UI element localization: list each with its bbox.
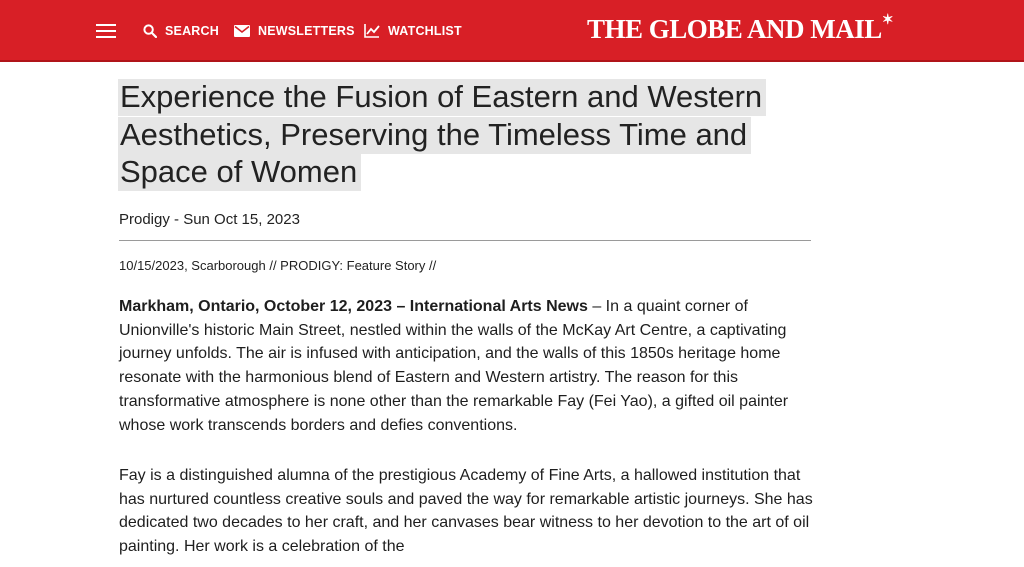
watchlist-label: WATCHLIST [388,24,462,38]
paragraph-body: – In a quaint corner of Unionville's historic Main Street, nestled within the walls of the McKay Art Centre, a captivating journey unfolds. The air is infused with anticipation, and the walls of this 1850s heritage home resonate with the harmonious blend of Eastern and Western artistry. The reason for this transformative atmosphere is none other than the remarkable Fay (Fei Yao), a gifted oil painter whose work transcends borders and defies conventions. [119,298,789,434]
site-logo[interactable] [587,14,893,45]
watchlist-button[interactable] [364,22,462,40]
newsletters-label: NEWSLETTERS [258,24,355,38]
article-paragraph-1 [119,295,819,437]
article-paragraph-2: Fay is a distinguished alumna of the prestigious Academy of Fine Arts, a hallowed institution that has nurtured countless creative souls and paved the way for remarkable artistic journeys. She has dedicated two decades to her craft, and her canvases bear witness to her devotion to the art of oil painting. Her work is a celebration of the [119,467,813,556]
logo-text: THE GLOBE AND MAIL [587,14,882,44]
mail-icon [234,25,250,37]
chart-line-icon [364,24,380,38]
article-headline [118,78,778,191]
headline-text: Experience the Fusion of Eastern and Western Aesthetics, Preserving the Timeless Time and Space of Women [118,79,766,191]
newsletters-button[interactable] [234,22,355,40]
search-icon [143,24,157,38]
article-dateline: 10/15/2023, Scarborough // PRODIGY: Feature Story // [119,258,437,273]
divider [119,240,811,241]
paragraph-lead: Markham, Ontario, October 12, 2023 – International Arts News [119,298,588,315]
top-navigation-bar [0,0,1024,62]
article-byline: Prodigy - Sun Oct 15, 2023 [119,211,300,228]
search-button[interactable] [143,22,219,40]
maple-leaf-icon: ✶ [881,13,894,28]
search-label: SEARCH [165,24,219,38]
menu-icon[interactable] [96,23,116,39]
